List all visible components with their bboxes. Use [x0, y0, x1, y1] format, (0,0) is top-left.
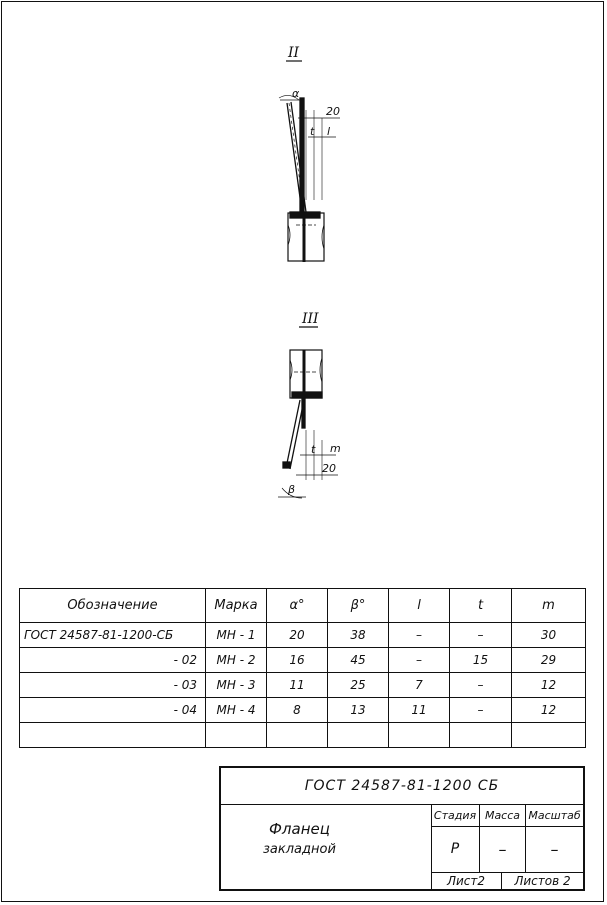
sec3-beta-label: β	[288, 483, 296, 496]
section-3-label: III	[302, 311, 319, 327]
cell-m: 12	[512, 698, 586, 723]
cell-designation: - 02	[20, 648, 206, 673]
cell-t: –	[450, 698, 512, 723]
cell-mark: МН - 3	[206, 673, 267, 698]
sec3-m-label: m	[330, 442, 341, 455]
header-designation: Обозначение	[20, 589, 206, 623]
table-row	[20, 673, 586, 698]
cell-alpha: 11	[267, 673, 328, 698]
part-name-line2: закладной	[263, 842, 336, 857]
mass-value: –	[498, 839, 507, 859]
cell-alpha: 16	[267, 648, 328, 673]
cell-t: –	[450, 673, 512, 698]
sec2-20-label: 20	[326, 105, 340, 118]
header-alpha: α°	[267, 589, 328, 623]
title-block	[219, 766, 585, 891]
cell-mark	[206, 723, 267, 748]
cell-alpha: 20	[267, 623, 328, 648]
table-row	[20, 623, 586, 648]
cell-l: 7	[389, 673, 450, 698]
cell-designation: ГОСТ 24587-81-1200-СБ	[20, 623, 206, 648]
sheet-label: Лист2	[446, 873, 486, 888]
header-m: m	[512, 589, 586, 623]
cell-designation	[20, 723, 206, 748]
cell-m: 29	[512, 648, 586, 673]
cell-t: 15	[450, 648, 512, 673]
cell-beta	[328, 723, 389, 748]
cell-beta: 25	[328, 673, 389, 698]
section-2-label: II	[288, 45, 300, 61]
cell-designation: - 04	[20, 698, 206, 723]
cell-l: –	[389, 648, 450, 673]
cell-alpha: 8	[267, 698, 328, 723]
sec3-20-label: 20	[322, 462, 336, 475]
cell-mark: МН - 4	[206, 698, 267, 723]
sec2-l-label: l	[327, 125, 331, 138]
parameters-table	[19, 588, 586, 748]
header-t: t	[450, 589, 512, 623]
cell-mark: МН - 2	[206, 648, 267, 673]
sec2-alpha-label: α	[292, 87, 300, 100]
table-row	[20, 698, 586, 723]
table-row	[20, 723, 586, 748]
cell-m: 30	[512, 623, 586, 648]
table-row	[20, 648, 586, 673]
mass-label: Масса	[484, 808, 521, 822]
cell-mark: МН - 1	[206, 623, 267, 648]
section-3-view	[278, 350, 338, 498]
scale-label: Масштаб	[528, 808, 581, 822]
cell-beta: 45	[328, 648, 389, 673]
cell-t: –	[450, 623, 512, 648]
cell-m: 12	[512, 673, 586, 698]
stage-value: Р	[450, 841, 460, 857]
sheets-label: Листов 2	[514, 873, 571, 888]
sec2-t-label: t	[310, 125, 315, 138]
cell-t	[450, 723, 512, 748]
stage-label: Стадия	[433, 808, 477, 822]
sec3-t-label: t	[311, 443, 316, 456]
cell-l: 11	[389, 698, 450, 723]
header-beta: β°	[328, 589, 389, 623]
section-2-view	[279, 95, 340, 262]
cell-beta: 13	[328, 698, 389, 723]
scale-value: –	[550, 839, 559, 859]
cell-beta: 38	[328, 623, 389, 648]
header-l: l	[389, 589, 450, 623]
cell-designation: - 03	[20, 673, 206, 698]
cell-alpha	[267, 723, 328, 748]
cell-l: –	[389, 623, 450, 648]
table-header-row	[20, 589, 586, 623]
document-code: ГОСТ 24587-81-1200 СБ	[221, 768, 583, 805]
header-mark: Марка	[206, 589, 267, 623]
cell-l	[389, 723, 450, 748]
cell-m	[512, 723, 586, 748]
part-name-line1: Фланец	[269, 820, 330, 838]
